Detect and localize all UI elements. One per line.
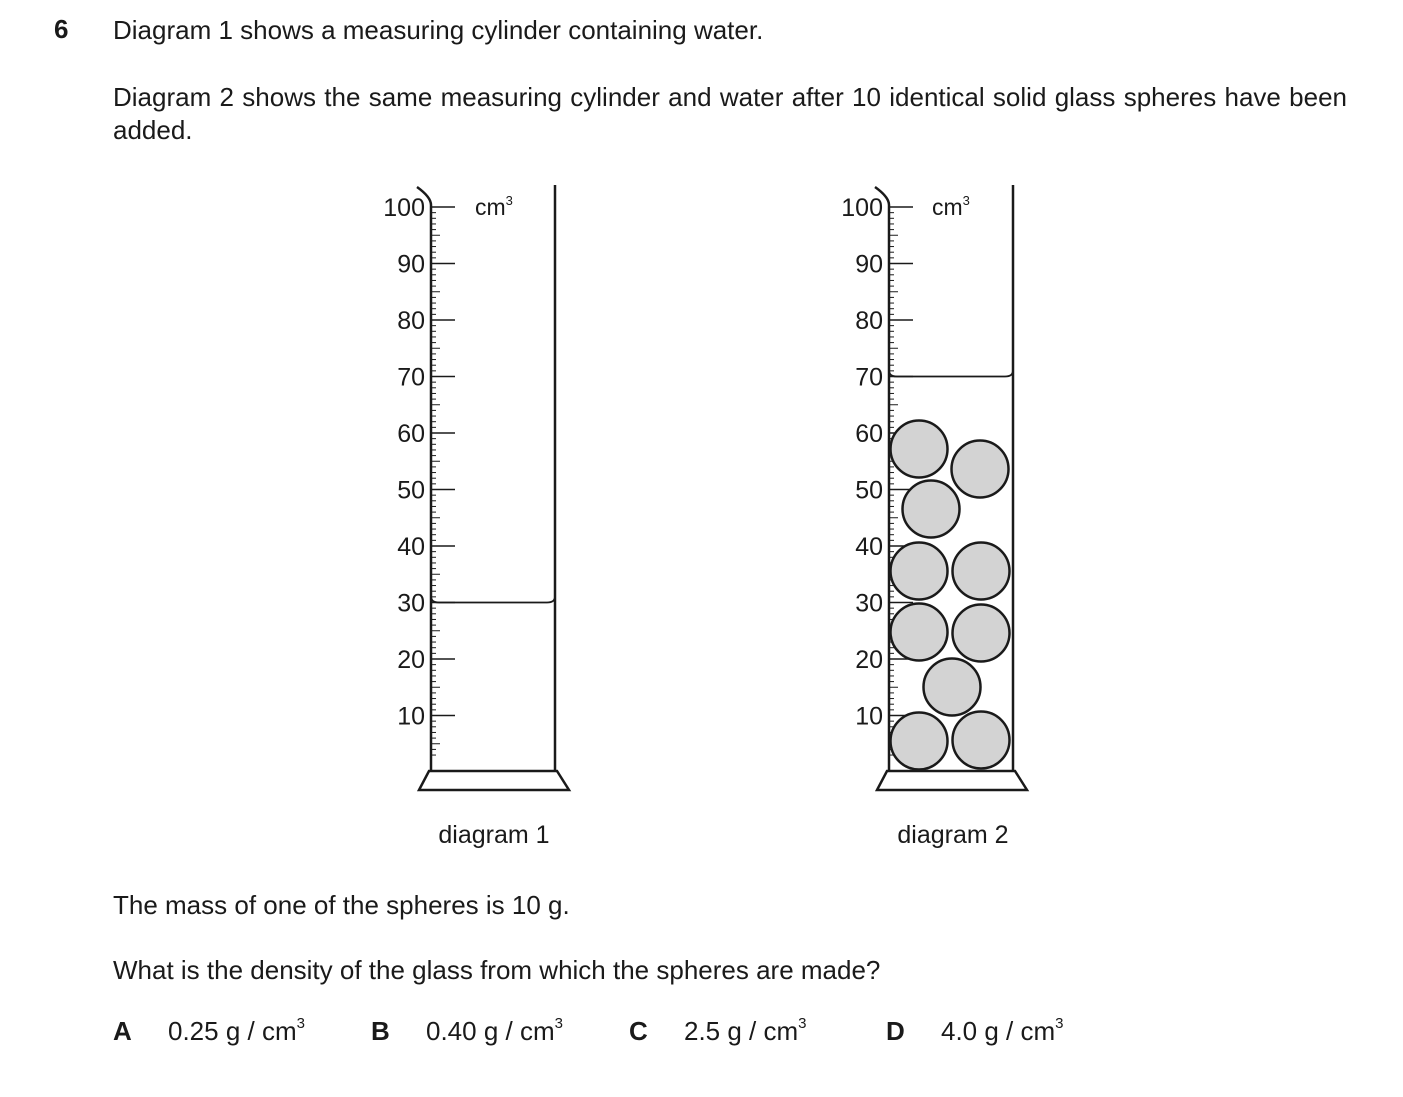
- scale-label: 30: [855, 589, 883, 618]
- scale-label: 60: [855, 420, 883, 448]
- scale-labels-diagram-1: [383, 194, 425, 731]
- scale-label: 80: [855, 307, 883, 335]
- question-prompt: What is the density of the glass from which the spheres are made?: [113, 955, 881, 985]
- glass-sphere: [891, 421, 948, 478]
- scale-label: 90: [397, 250, 425, 279]
- scale-label: 40: [397, 533, 425, 561]
- scale-label: 50: [855, 476, 883, 505]
- glass-sphere: [891, 713, 948, 770]
- cylinder-foot: [877, 771, 1027, 790]
- option-letter: B: [371, 1016, 390, 1046]
- water-surface: [889, 371, 1013, 377]
- scale-label: 80: [397, 307, 425, 335]
- glass-sphere: [924, 659, 981, 716]
- glass-sphere: [952, 441, 1009, 498]
- mass-statement: The mass of one of the spheres is 10 g.: [113, 890, 570, 920]
- caption-diagram-2: diagram 2: [897, 821, 1009, 849]
- intro-diagram-1: Diagram 1 shows a measuring cylinder containing water.: [113, 15, 764, 45]
- glass-sphere: [891, 543, 948, 600]
- scale-label: 10: [397, 702, 425, 731]
- glass-sphere: [953, 605, 1010, 662]
- unit-label-diagram-1: $cm^3$: [475, 193, 513, 220]
- option-value: 2.5 g / $cm^3$: [684, 1015, 807, 1046]
- scale-label: 70: [397, 363, 425, 392]
- option-letter: A: [113, 1016, 132, 1046]
- question-number: 6: [54, 14, 69, 44]
- glass-sphere: [953, 543, 1010, 600]
- scale-label: 50: [397, 476, 425, 505]
- option-value: 0.25 g / $cm^3$: [168, 1015, 305, 1046]
- scale-label: 90: [855, 250, 883, 279]
- option-value: 4.0 g / $cm^3$: [941, 1015, 1064, 1046]
- option-letter: D: [886, 1016, 905, 1046]
- unit-label-diagram-2: $cm^3$: [932, 193, 970, 220]
- scale-label: 100: [841, 194, 883, 222]
- scale-label: 20: [855, 646, 883, 674]
- scale-label: 70: [855, 363, 883, 392]
- measuring-cylinder-diagram-1: [383, 185, 569, 849]
- option-value: 0.40 g / $cm^3$: [426, 1015, 563, 1046]
- caption-diagram-1: diagram 1: [438, 821, 550, 849]
- glass-sphere: [903, 481, 960, 538]
- cylinder-foot: [419, 771, 569, 790]
- scale-label: 20: [397, 646, 425, 674]
- scale-label: 10: [855, 702, 883, 731]
- option-letter: C: [629, 1016, 648, 1046]
- measuring-cylinder-diagram-2: [841, 185, 1027, 849]
- intro-diagram-2: Diagram 2 shows the same measuring cylinder and water after 10 identical solid glass spheres have been added.: [113, 82, 1347, 145]
- water-surface: [431, 597, 555, 603]
- glass-sphere: [891, 604, 948, 661]
- scale-label: 30: [397, 589, 425, 618]
- scale-labels-diagram-2: [841, 194, 883, 731]
- scale-label: 40: [855, 533, 883, 561]
- glass-sphere: [953, 712, 1010, 769]
- scale-label: 60: [397, 420, 425, 448]
- scale-label: 100: [383, 194, 425, 222]
